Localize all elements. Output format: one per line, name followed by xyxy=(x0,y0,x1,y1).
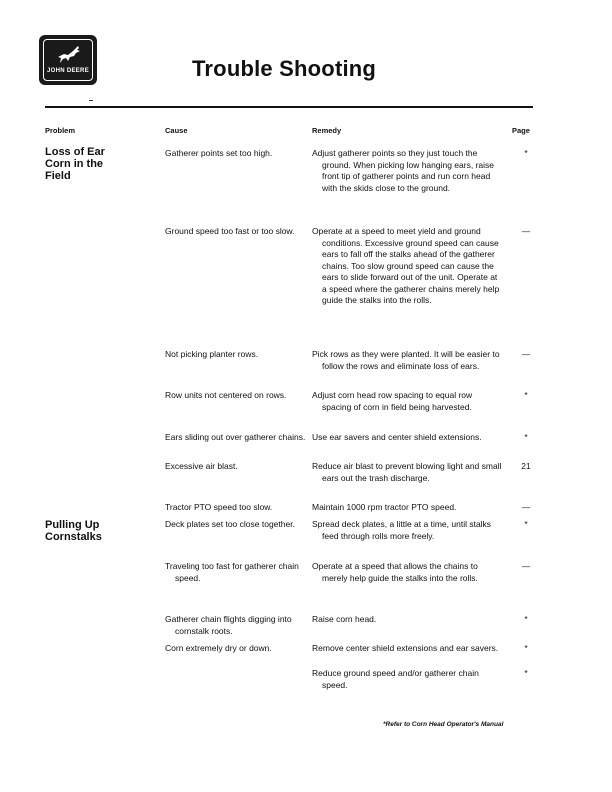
cause-text: Row units not centered on rows. xyxy=(165,390,287,400)
page-ref: 21 xyxy=(521,461,531,471)
remedy-text: Spread deck plates, a little at a time, until stalks feed through rolls more freely. xyxy=(312,519,492,541)
deer-icon xyxy=(56,45,82,65)
problem-pulling-up: Pulling Up Cornstalks xyxy=(45,519,102,543)
remedy-text: Reduce ground speed and/or gatherer chain speed. xyxy=(312,668,479,690)
cause-text: Deck plates set too close together. xyxy=(165,519,295,529)
column-header-page: Page xyxy=(512,126,530,135)
remedy-text: Pick rows as they were planted. It will be easier to follow the rows and eliminate loss of ears. xyxy=(312,349,500,371)
logo-brand: JOHN DEERE xyxy=(46,68,89,74)
remedy-text: Remove center shield extensions and ear savers. xyxy=(312,643,499,653)
page-ref: — xyxy=(521,349,531,359)
cause-text: Ground speed too fast or too slow. xyxy=(165,226,295,236)
cause-text: Corn extremely dry or down. xyxy=(165,643,272,653)
remedy-text: Use ear savers and center shield extensions. xyxy=(312,432,482,442)
page-ref: * xyxy=(524,643,528,653)
page-ref: * xyxy=(524,390,528,400)
remedy-text: Raise corn head. xyxy=(312,614,377,624)
remedy-text: Adjust corn head row spacing to equal row spacing of corn in field being harvested. xyxy=(312,390,473,412)
column-header-problem: Problem xyxy=(45,126,76,135)
column-header-cause: Cause xyxy=(165,126,188,135)
john-deere-logo xyxy=(39,35,97,85)
page-ref: * xyxy=(524,614,528,624)
cause-text: Tractor PTO speed too slow. xyxy=(165,502,273,512)
column-header-remedy: Remedy xyxy=(312,126,342,135)
cause-text: Gatherer chain flights digging into cornstalk roots. xyxy=(165,614,292,636)
page-ref: * xyxy=(524,519,528,529)
page-ref: * xyxy=(524,668,528,678)
page-ref: — xyxy=(521,502,531,512)
page-ref: — xyxy=(521,226,531,236)
header-rule xyxy=(45,106,533,108)
cause-text: Ears sliding out over gatherer chains. xyxy=(165,432,306,442)
remedy-text: Adjust gatherer points so they just touch the ground. When picking low hanging ears, raise front tip of gatherer points and run corn head with the skids close to the ground. xyxy=(312,148,494,193)
remedy-text: Operate at a speed that allows the chains to merely help guide the stalks into the rolls. xyxy=(312,561,478,583)
page-ref: — xyxy=(521,561,531,571)
cause-text: Excessive air blast. xyxy=(165,461,238,471)
cause-text: Not picking planter rows. xyxy=(165,349,259,359)
page-ref: * xyxy=(524,432,528,442)
cause-text: Gatherer points set too high. xyxy=(165,148,273,158)
remedy-text: Reduce air blast to prevent blowing light and small ears out the trash discharge. xyxy=(312,461,502,483)
decorative-tick xyxy=(89,100,93,101)
remedy-text: Maintain 1000 rpm tractor PTO speed. xyxy=(312,502,457,512)
cause-text: Traveling too fast for gatherer chain speed. xyxy=(165,561,299,583)
page-title: Trouble Shooting xyxy=(192,56,377,81)
remedy-text: Operate at a speed to meet yield and ground conditions. Excessive ground speed can cause ears to fall off the stalks ahead of the gatherer chains. Too slow ground speed can cause the ears to slide forward out of the unit. Operate at a speed where the gatherer chains merely help guide the stalks into the rolls. xyxy=(312,226,500,305)
problem-loss-of-ear: Loss of Ear Corn in the Field xyxy=(45,146,105,182)
footnote: *Refer to Corn Head Operator's Manual xyxy=(383,721,504,728)
page-ref: * xyxy=(524,148,528,158)
